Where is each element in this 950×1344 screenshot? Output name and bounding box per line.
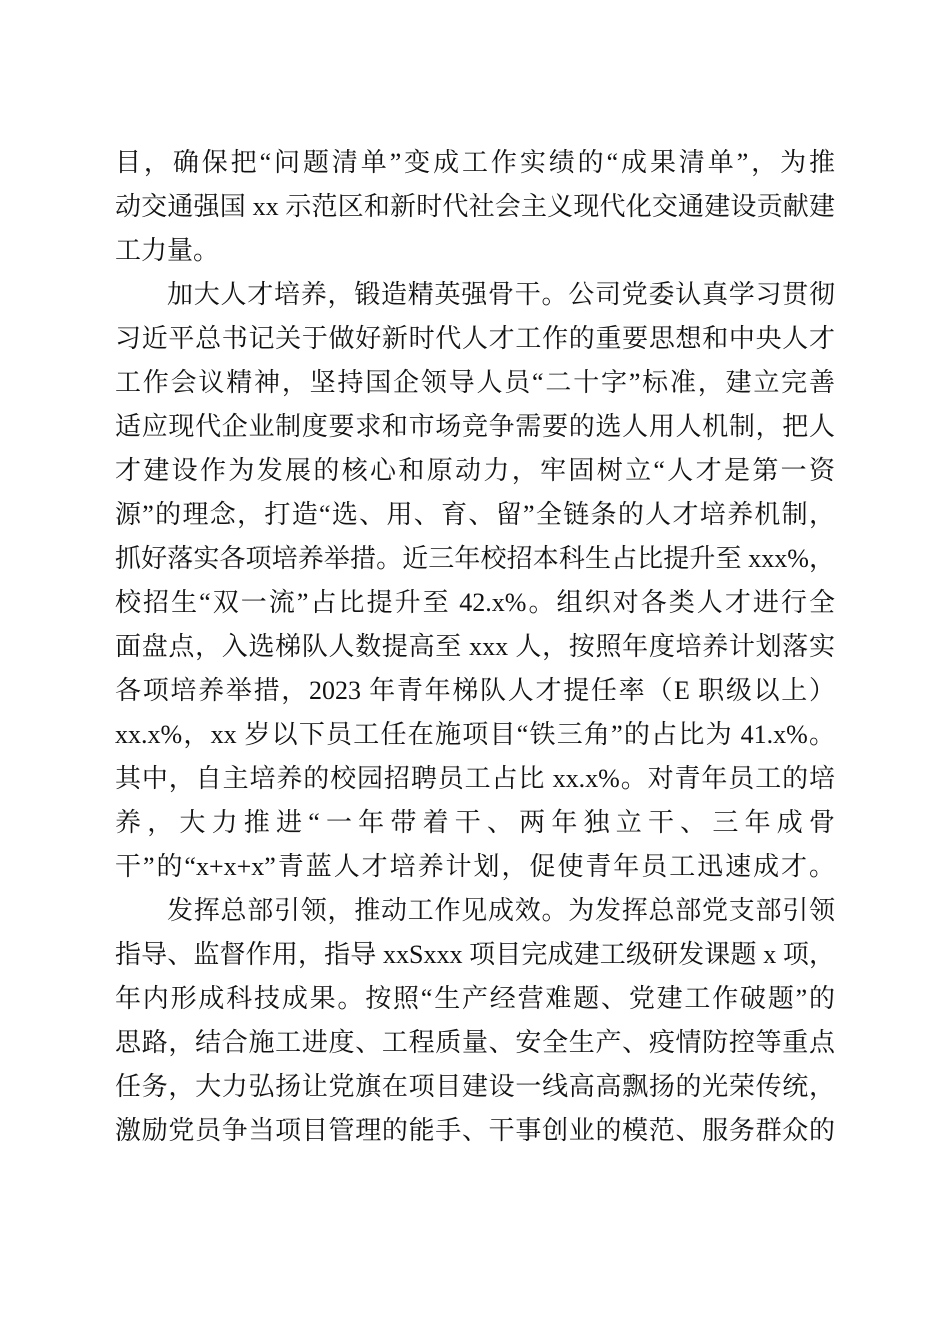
text-line: 目，确保把“问题清单”变成工作实绩的“成果清单”，为推 xyxy=(115,148,835,177)
text-line: xx.x%，xx 岁以下员工任在施项目“铁三角”的占比为 41.x%。 xyxy=(115,720,835,749)
text-line: 习近平总书记关于做好新时代人才工作的重要思想和中央人才 xyxy=(115,324,835,353)
text-line: 校招生“双一流”占比提升至 42.x%。组织对各类人才进行全 xyxy=(115,588,835,617)
paragraph xyxy=(115,273,835,889)
text-line: 年内形成科技成果。按照“生产经营难题、党建工作破题”的 xyxy=(115,984,835,1013)
paragraph xyxy=(115,889,835,1153)
text-line: 动交通强国 xx 示范区和新时代社会主义现代化交通建设贡献建 xyxy=(115,192,835,221)
text-line: 干”的“x+x+x”青蓝人才培养计划，促使青年员工迅速成才。 xyxy=(115,852,835,881)
text-line: 抓好落实各项培养举措。近三年校招本科生占比提升至 xxx%， xyxy=(115,544,835,573)
text-line: 面盘点，入选梯队人数提高至 xxx 人，按照年度培养计划落实 xyxy=(115,632,835,661)
paragraph xyxy=(115,141,835,273)
text-line: 工作会议精神，坚持国企领导人员“二十字”标准，建立完善 xyxy=(115,368,835,397)
text-line: 其中，自主培养的校园招聘员工占比 xx.x%。对青年员工的培 xyxy=(115,764,835,793)
text-line: 指导、监督作用，指导 xxSxxx 项目完成建工级研发课题 x 项， xyxy=(115,940,835,969)
text-line: 养，大力推进“一年带着干、两年独立干、三年成骨 xyxy=(115,808,835,837)
document-body xyxy=(115,141,835,1153)
text-line: 源”的理念，打造“选、用、育、留”全链条的人才培养机制， xyxy=(115,500,835,529)
text-line: 任务，大力弘扬让党旗在项目建设一线高高飘扬的光荣传统， xyxy=(115,1072,835,1101)
text-line: 发挥总部引领，推动工作见成效。为发挥总部党支部引领 xyxy=(167,896,835,925)
text-line: 思路，结合施工进度、工程质量、安全生产、疫情防控等重点 xyxy=(115,1028,835,1057)
text-line: 加大人才培养，锻造精英强骨干。公司党委认真学习贯彻 xyxy=(167,280,835,309)
text-line: 各项培养举措，2023 年青年梯队人才提任率（E 职级以上） xyxy=(115,676,835,705)
text-line: 才建设作为发展的核心和原动力，牢固树立“人才是第一资 xyxy=(115,456,835,485)
text-line: 工力量。 xyxy=(115,236,220,265)
text-line: 激励党员争当项目管理的能手、干事创业的模范、服务群众的 xyxy=(115,1116,835,1145)
text-line: 适应现代企业制度要求和市场竞争需要的选人用人机制，把人 xyxy=(115,412,835,441)
